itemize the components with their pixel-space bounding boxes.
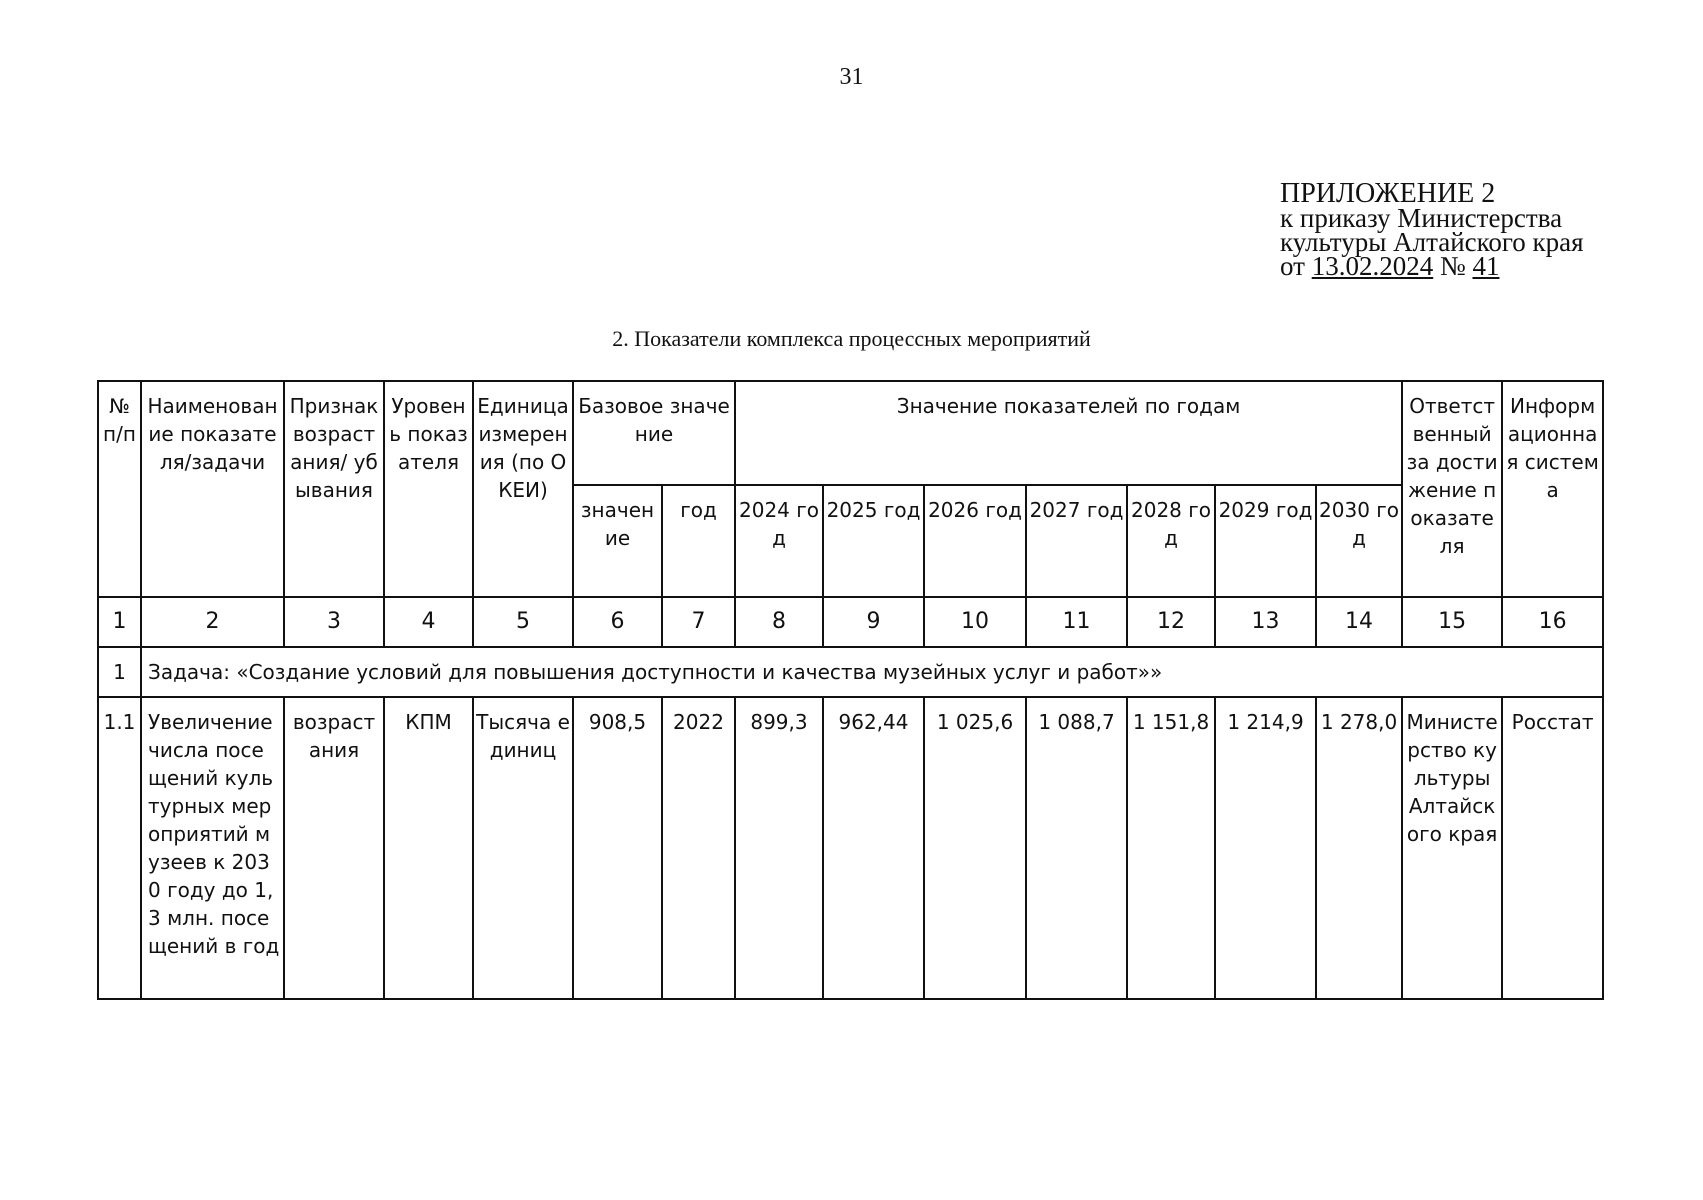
row-info-system: Росстат	[1502, 697, 1603, 999]
header-year-2029: 2029 год	[1215, 485, 1316, 597]
row-value-2027: 1 088,7	[1026, 697, 1127, 999]
task-text: Задача: «Создание условий для повышения доступности и качества музейных услуг и работ»»	[141, 647, 1603, 697]
header-responsible: Ответственный за достижение показателя	[1402, 381, 1502, 597]
appendix-date-line	[1280, 251, 1584, 281]
row-value-2025: 962,44	[823, 697, 924, 999]
row-trend: возрастания	[284, 697, 384, 999]
column-number: 3	[284, 597, 384, 647]
header-by-years: Значение показателей по годам	[735, 381, 1402, 485]
row-name: Увеличение числа посещений культурных мероприятий музеев к 2030 году до 1,3 млн. посещений в год	[141, 697, 284, 999]
row-base-year: 2022	[662, 697, 735, 999]
column-number: 8	[735, 597, 823, 647]
column-numbers-row	[98, 597, 1603, 647]
appendix-line-2: культуры Алтайского края	[1280, 227, 1584, 257]
row-level: КПМ	[384, 697, 473, 999]
appendix-number-prefix: №	[1439, 251, 1466, 281]
column-number: 9	[823, 597, 924, 647]
column-number: 10	[924, 597, 1026, 647]
header-row-1	[98, 381, 1603, 485]
column-number: 16	[1502, 597, 1603, 647]
column-number: 5	[473, 597, 573, 647]
row-responsible: Министерство культуры Алтайского края	[1402, 697, 1502, 999]
column-number: 14	[1316, 597, 1402, 647]
appendix-date: 13.02.2024	[1311, 251, 1434, 281]
appendix-date-prefix: от	[1280, 251, 1305, 281]
column-number: 2	[141, 597, 284, 647]
appendix-block	[1280, 178, 1584, 281]
appendix-line-1: к приказу Министерства	[1280, 203, 1563, 233]
header-year-2024: 2024 год	[735, 485, 823, 597]
task-num: 1	[98, 647, 141, 697]
row-value-2029: 1 214,9	[1215, 697, 1316, 999]
page-number: 31	[839, 64, 864, 90]
header-name: Наименование показателя/задачи	[141, 381, 284, 597]
column-number: 1	[98, 597, 141, 647]
header-year-2027: 2027 год	[1026, 485, 1127, 597]
header-unit: Единица измерения (по ОКЕИ)	[473, 381, 573, 597]
appendix-number: 41	[1472, 251, 1500, 281]
column-number: 6	[573, 597, 662, 647]
header-year-2028: 2028 год	[1127, 485, 1215, 597]
row-value-2028: 1 151,8	[1127, 697, 1215, 999]
row-num: 1.1	[98, 697, 141, 999]
row-unit: Тысяча единиц	[473, 697, 573, 999]
header-base-value: значение	[573, 485, 662, 597]
header-year-2030: 2030 год	[1316, 485, 1402, 597]
indicators-table	[97, 380, 1604, 1000]
header-info-system: Информационная система	[1502, 381, 1603, 597]
column-number: 11	[1026, 597, 1127, 647]
header-year-2026: 2026 год	[924, 485, 1026, 597]
header-base: Базовое значение	[573, 381, 735, 485]
section-title: 2. Показатели комплекса процессных мероприятий	[612, 326, 1091, 351]
header-trend: Признак возрастания/ убывания	[284, 381, 384, 597]
task-row	[98, 647, 1603, 697]
row-base-value: 908,5	[573, 697, 662, 999]
appendix-title: ПРИЛОЖЕНИЕ 2	[1280, 178, 1496, 209]
row-value-2030: 1 278,0	[1316, 697, 1402, 999]
column-number: 13	[1215, 597, 1316, 647]
header-num: № п/п	[98, 381, 141, 597]
column-number: 12	[1127, 597, 1215, 647]
header-level: Уровень показателя	[384, 381, 473, 597]
row-value-2026: 1 025,6	[924, 697, 1026, 999]
table-row	[98, 697, 1603, 999]
row-value-2024: 899,3	[735, 697, 823, 999]
column-number: 4	[384, 597, 473, 647]
column-number: 7	[662, 597, 735, 647]
header-year-2025: 2025 год	[823, 485, 924, 597]
header-base-year: год	[662, 485, 735, 597]
column-number: 15	[1402, 597, 1502, 647]
